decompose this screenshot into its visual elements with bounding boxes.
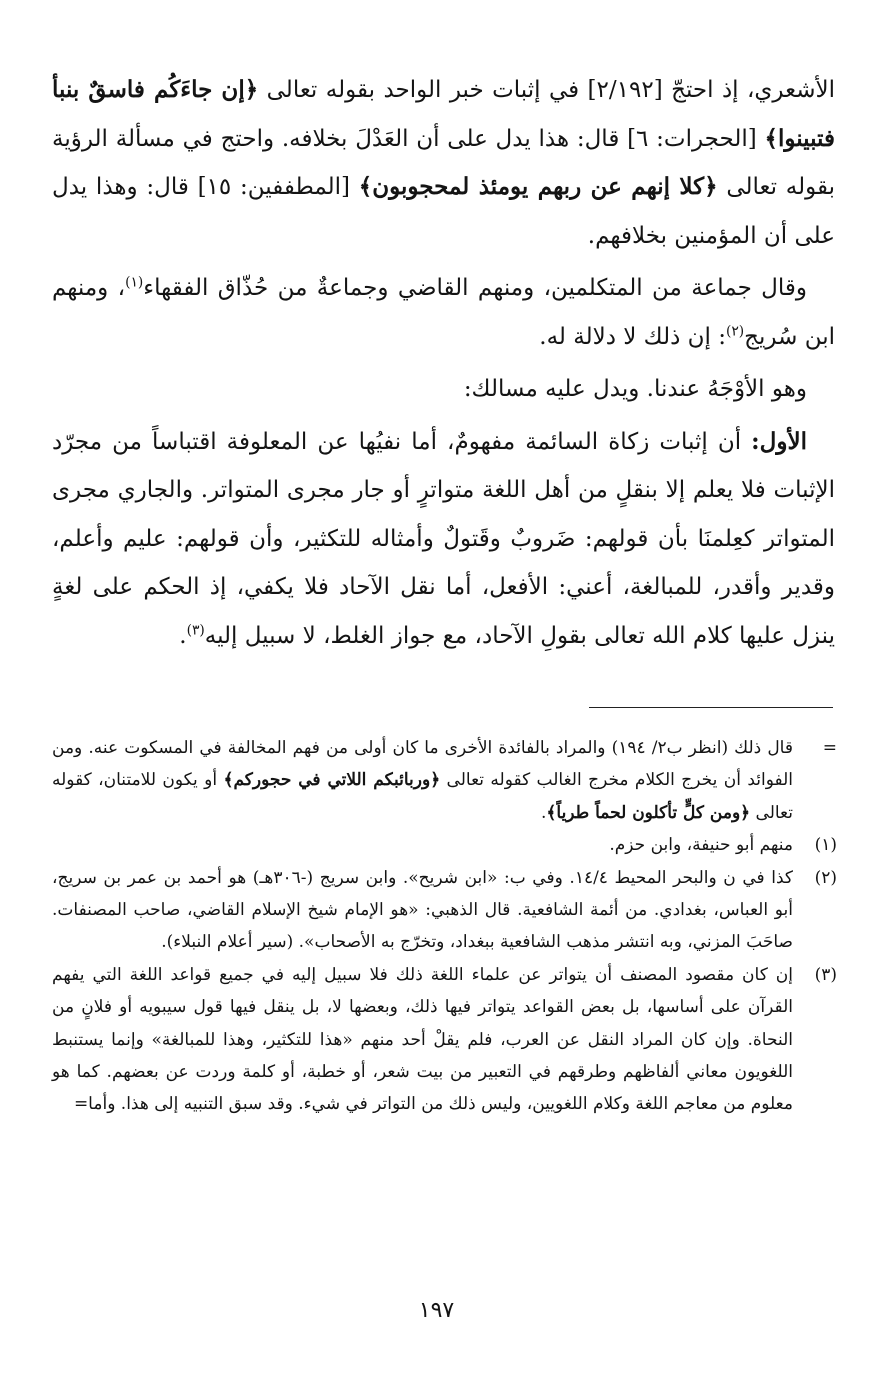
page-number: ١٩٧: [418, 1298, 455, 1323]
footnote-mark: =: [822, 738, 837, 758]
paragraph-2: وقال جماعة من المتكلمين، ومنهم القاضي وجماعةٌ من حُذّاق الفقهاء$^{(١)}$، ومنهم ابن سُريج$^{(٢)}$: إن ذلك لا دلالة له.: [52, 274, 835, 350]
footnote-mark: (٣): [814, 964, 837, 985]
quran-quote: ﴿إن جاءَكُم فاسقٌ بنبأ فتبينوا﴾: [52, 76, 835, 152]
footnote-ref-1[interactable]: (١): [125, 274, 144, 291]
footnotes: [52, 732, 837, 1121]
footnote-ref-3[interactable]: (٣): [186, 621, 205, 638]
footnote-text: إن كان مقصود المصنف أن يتواتر عن علماء اللغة ذلك فلا سبيل إليه في جميع قواعد اللغة التي يفهم القرآن على أساسها، بل بعض القواعد يتواتر فيها ذلك، وبعضها لا، بل ينقل فيها قول سيبويه أو فلانٍ من النحاة. وإن كان المراد النقل عن العرب، فلم يقلْ أحد منهم «هذا للتكثير، وهذا للمبالغة» وإنما يستنبط اللغويون معاني ألفاظهم وطرقهم في التعبير من بيت شعر، أو خطبة، أو كلمة وردت عن بعضهم. كما هو معلوم من معاجم اللغة وكلام اللغويين، وليس ذلك من التواتر في شيء. وقد سبق التنبيه إلى هذا. وأما=: [52, 964, 793, 1115]
footnote-mark: (١): [814, 835, 837, 856]
footnote-text: منهم أبو حنيفة، وابن حزم.: [609, 835, 793, 856]
section-lead: الأول:: [751, 427, 807, 455]
footnote-mark: (٢): [814, 867, 837, 888]
footnote-ref-2[interactable]: (٢): [725, 322, 745, 339]
paragraph-3: وهو الأوْجَهُ عندنا. ويدل عليه مسالك:: [463, 376, 807, 402]
footnote-3: [52, 959, 837, 1121]
footnote-continuation: = قال ذلك (انظر ب٢/ ١٩٤) والمراد بالفائدة الأخرى ما كان أولى من فهم المخالفة في المسكوت عنه. ومن الفوائد أن يخرج الكلام مخرج الغالب كقوله تعالى ﴿وربائبكم اللاتي في حجوركم﴾ أو يكون للامتنان، كقوله تعالى ﴿ومن كلٍّ تأكلون لحماً طرياً﴾.: [52, 732, 837, 829]
paragraph-4: الأول: أن إثبات زكاة السائمة مفهومٌ، أما نفيُها عن المعلوفة اقتباساً من مجرّد الإثبات فلا يعلم إلا بنقلٍ من أهل اللغة متواترٍ أو جار مجرى المتواتر. والجاري مجرى المتواتر كعِلمنَا بأن قولهم: ضَروبٌ وقَتولٌ وأمثاله للتكثير، وأن قولهم: عليم وأعلم، وقدير وأقدر، للمبالغة، أعني: الأفعل، أما نقل الآحاد فلا يكفي، إذ الحكم على لغةٍ ينزل عليها كلام الله تعالى بقولِ الآحاد، مع جواز الغلط، لا سبيل إليه$^{(٣)}$.: [52, 427, 835, 649]
quran-quote: ﴿كلا إنهم عن ربهم يومئذ لمحجوبون﴾: [358, 173, 718, 200]
footnote-text: كذا في ن والبحر المحيط ١٤/٤. وفي ب: «ابن شريح». وابن سريج (-٣٠٦هـ) هو أحمد بن عمر بن سريج، أبو العباس، بغدادي. من أئمة الشافعية. قال الذهبي: «هو الإمام شيخ الإسلام القاضي، صاحب المصنفات. صاحَبَ المزني، وبه انتشر مذهب الشافعية ببغداد، وتخرّج به الأصحاب». (سير أعلام النبلاء).: [52, 867, 793, 953]
quran-quote: ﴿ومن كلٍّ تأكلون لحماً طرياً﴾: [546, 802, 751, 823]
main-text: [52, 66, 835, 660]
paragraph-1: الأشعري، إذ احتجّ [٢/١٩٢] في إثبات خبر الواحد بقوله تعالى ﴿إن جاءَكُم فاسقٌ بنبأ فتبينوا﴾ [الحجرات: ٦] قال: هذا يدل على أن العَدْلَ بخلافه. واحتج في مسألة الرؤية بقوله تعالى ﴿كلا إنهم عن ربهم يومئذ لمحجوبون﴾ [المطففين: ١٥] قال: وهذا يدل على أن المؤمنين بخلافهم.: [52, 76, 835, 249]
footnote-1: [52, 829, 837, 861]
quran-quote: ﴿وربائبكم اللاتي في حجوركم﴾: [223, 770, 441, 791]
footnote-2: [52, 862, 837, 959]
footnote-separator: [589, 707, 833, 708]
